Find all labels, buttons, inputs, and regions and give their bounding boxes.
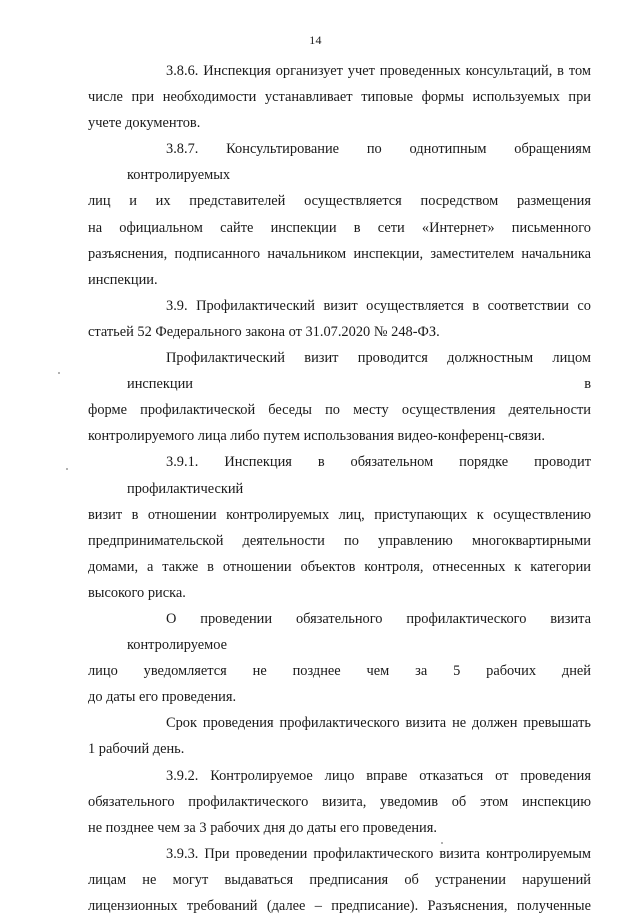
- paragraph-3-9-1: [88, 449, 591, 606]
- paragraph-notification: [88, 606, 591, 710]
- paragraph-visit-description: [88, 345, 591, 449]
- text-line: 3.9.2. Контролируемое лицо вправе отказаться от проведения: [166, 767, 591, 784]
- scan-speck: [441, 842, 443, 844]
- text-line: Срок проведения профилактического визита не должен превышать: [166, 715, 591, 732]
- text-line: 3.9. Профилактический визит осуществляется в соответствии со: [166, 297, 591, 314]
- scan-speck: [58, 372, 60, 374]
- text-line: контролируемого лица либо путем использования видео-конференц-связи.: [88, 428, 545, 445]
- paragraph-3-8-7: [88, 136, 591, 293]
- text-line: инспекции.: [88, 271, 158, 288]
- paragraph-3-9-3: [88, 841, 591, 919]
- text-line: лицо уведомляется не позднее чем за 5 рабочих дней: [88, 663, 591, 680]
- text-line: домами, а также в отношении объектов контроля, отнесенных к категории: [88, 558, 591, 575]
- text-line: 3.9.1. Инспекция в обязательном порядке проводит профилактический: [127, 454, 591, 497]
- text-line: статьей 52 Федерального закона от 31.07.2020 № 248-ФЗ.: [88, 323, 440, 340]
- document-body: [88, 58, 591, 919]
- text-line: не позднее чем за 3 рабочих дня до даты его проведения.: [88, 819, 437, 836]
- paragraph-3-9-2: [88, 763, 591, 841]
- text-line: на официальном сайте инспекции в сети «Интернет» письменного: [88, 219, 591, 236]
- page-number: 14: [309, 33, 322, 47]
- paragraph-3-8-6: [88, 58, 591, 136]
- text-line: до даты его проведения.: [88, 689, 237, 706]
- text-line: предпринимательской деятельности по управлению многоквартирными: [88, 532, 591, 549]
- text-line: учете документов.: [88, 115, 201, 132]
- text-line: форме профилактической беседы по месту осуществления деятельности: [88, 402, 591, 419]
- scan-speck: [66, 468, 68, 470]
- text-line: лицам не могут выдаваться предписания об устранении нарушений: [88, 871, 591, 888]
- text-line: 1 рабочий день.: [88, 741, 185, 758]
- paragraph-3-9: [88, 293, 591, 345]
- text-line: 3.8.7. Консультирование по однотипным обращениям контролируемых: [127, 141, 591, 184]
- text-line: лиц и их представителей осуществляется посредством размещения: [88, 193, 591, 210]
- text-line: 3.8.6. Инспекция организует учет проведенных консультаций, в том: [166, 63, 591, 79]
- text-line: высокого риска.: [88, 584, 186, 601]
- paragraph-duration: [88, 710, 591, 762]
- text-line: обязательного профилактического визита, уведомив об этом инспекцию: [88, 793, 591, 810]
- text-line: 3.9.3. При проведении профилактического визита контролируемым: [166, 845, 591, 862]
- text-line: лицензионных требований (далее – предписание). Разъяснения, полученные: [88, 898, 591, 914]
- text-line: визит в отношении контролируемых лиц, приступающих к осуществлению: [88, 506, 591, 523]
- text-line: О проведении обязательного профилактического визита контролируемое: [127, 610, 591, 654]
- text-line: Профилактический визит проводится должностным лицом инспекции в: [127, 350, 591, 393]
- text-line: числе при необходимости устанавливает типовые формы используемых при: [88, 89, 591, 106]
- text-line: разъяснения, подписанного начальником инспекции, заместителем начальника: [88, 245, 591, 262]
